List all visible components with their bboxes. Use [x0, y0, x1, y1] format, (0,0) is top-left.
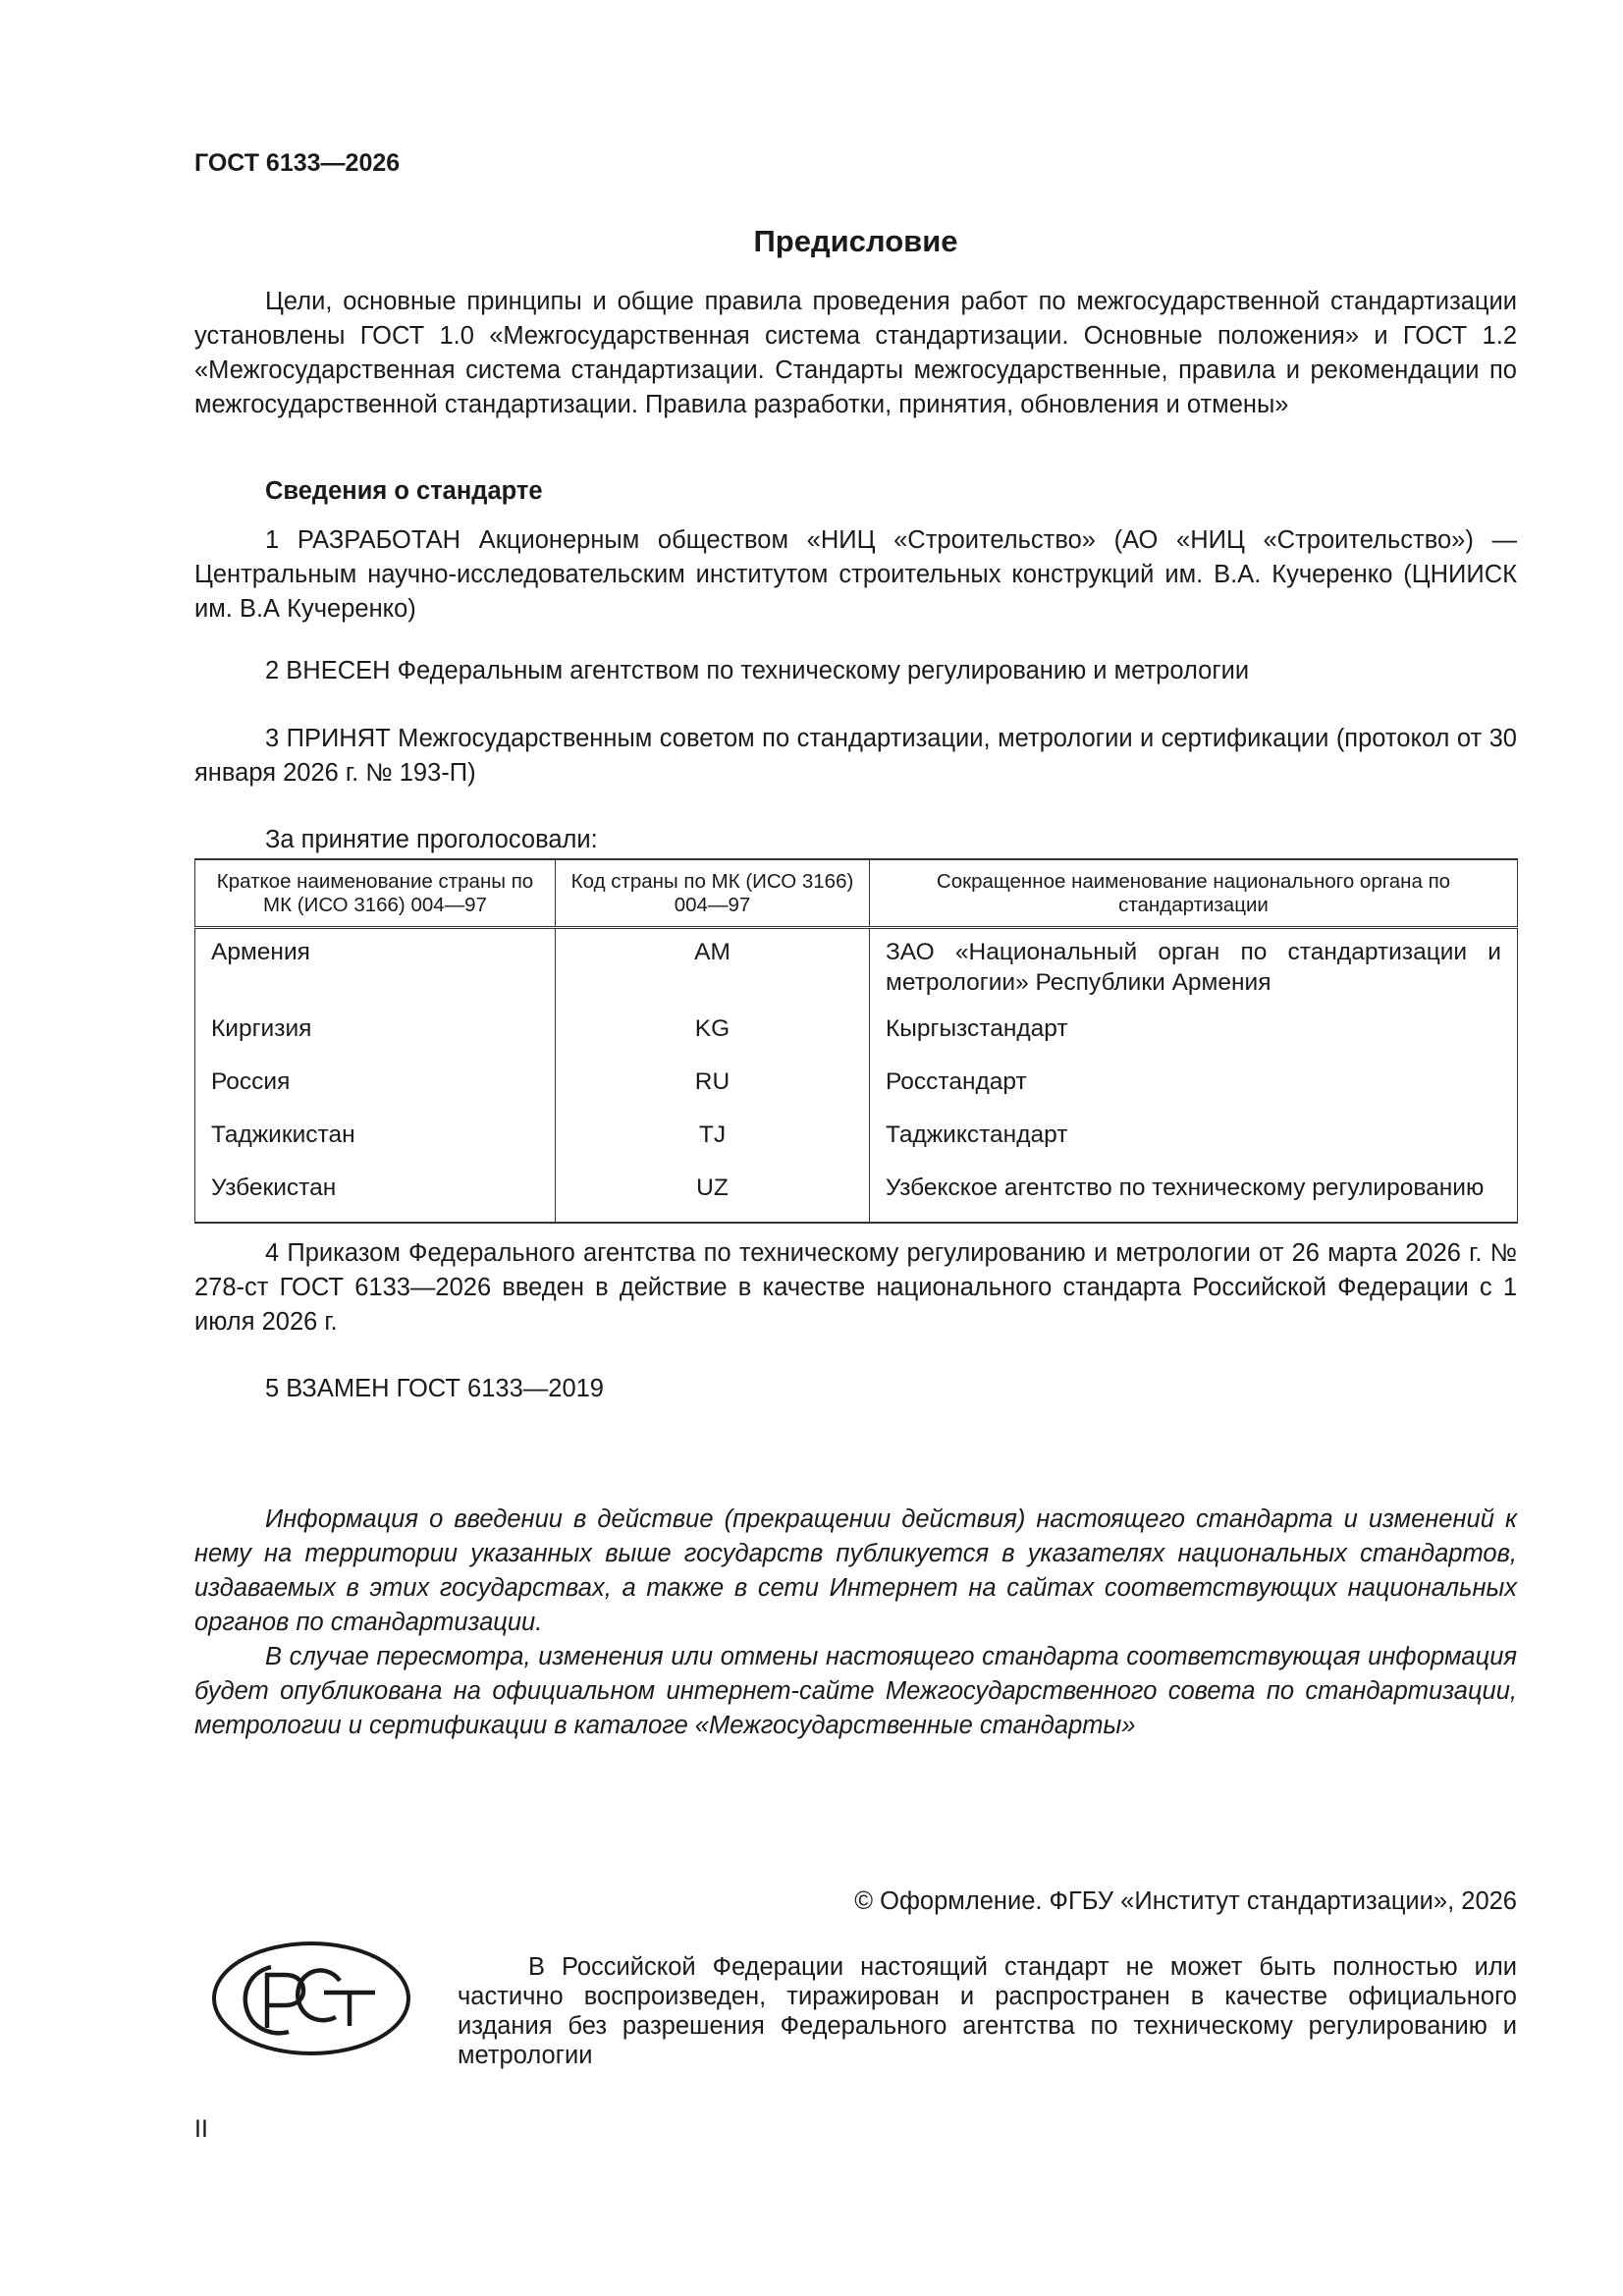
- item-1-text: 1 РАЗРАБОТАН Акционерным обществом «НИЦ «Строительство» (АО «НИЦ «Строительство») — Центральным научно-исследовательским институтом строительных конструкций им. В.А. Кучеренко (ЦНИИСК им. В.А Кучеренко): [194, 526, 1517, 623]
- table-row: [195, 1118, 1518, 1171]
- italic-notes: [194, 1503, 1517, 1743]
- cell-country: Киргизия: [195, 1011, 556, 1065]
- table-row: [195, 1011, 1518, 1065]
- voted-label: За принятие проголосовали:: [265, 826, 598, 853]
- table-row: [195, 1171, 1518, 1223]
- cell-code: AM: [556, 928, 870, 1012]
- item-5: [194, 1372, 1517, 1406]
- table-row: [195, 928, 1518, 1012]
- cell-org: Росстандарт: [870, 1065, 1518, 1118]
- header-org: Сокращенное наименование национального органа по стандартизации: [870, 859, 1518, 928]
- rst-logo: [210, 1940, 412, 2057]
- reproduction-notice: [458, 1952, 1517, 2070]
- cell-country: Россия: [195, 1065, 556, 1118]
- item-1: [194, 523, 1517, 627]
- cell-country: Таджикистан: [195, 1118, 556, 1171]
- page-title: Предисловие: [753, 224, 958, 258]
- voting-table: [194, 858, 1518, 1224]
- cell-country: Армения: [195, 928, 556, 1012]
- page-number: II: [194, 2115, 208, 2143]
- item-2-text: 2 ВНЕСЕН Федеральным агентством по техническому регулированию и метрологии: [265, 657, 1250, 684]
- cell-code: RU: [556, 1065, 870, 1118]
- intro-paragraph: [194, 285, 1517, 422]
- copyright-line: © Оформление. ФГБУ «Институт стандартизации», 2026: [854, 1887, 1517, 1915]
- cell-org: ЗАО «Национальный орган по стандартизации и метрологии» Республики Армения: [870, 928, 1518, 1012]
- cell-org: Узбекское агентство по техническому регулированию: [870, 1171, 1518, 1223]
- info-heading: Сведения о стандарте: [265, 477, 543, 505]
- rst-logo-icon: [210, 1940, 412, 2057]
- table-row: [195, 1065, 1518, 1118]
- header-code: Код страны по МК (ИСО 3166) 004—97: [556, 859, 870, 928]
- cell-code: KG: [556, 1011, 870, 1065]
- italic-note-1: Информация о введении в действие (прекращении действия) настоящего стандарта и изменений к нему на территории указанных выше государств публикуется в указателях национальных стандартов, издаваемых в этих государствах, а также в сети Интернет на сайтах соответствующих национальных органов по стандартизации.: [194, 1505, 1517, 1636]
- item-4: [194, 1236, 1517, 1339]
- document-header: ГОСТ 6133—2026: [194, 149, 401, 177]
- cell-code: TJ: [556, 1118, 870, 1171]
- notice-text: В Российской Федерации настоящий стандарт не может быть полностью или частично воспроизведен, тиражирован и распространен в качестве официального издания без разрешения Федерального агентства по техническому регулированию и метрологии: [458, 1953, 1517, 2069]
- item-5-text: 5 ВЗАМЕН ГОСТ 6133—2019: [265, 1375, 604, 1402]
- item-3-text: 3 ПРИНЯТ Межгосударственным советом по стандартизации, метрологии и сертификации (протокол от 30 января 2026 г. № 193-П): [194, 725, 1517, 787]
- voted-label-block: [194, 823, 1517, 857]
- info-heading-block: [194, 474, 1517, 509]
- italic-note-2: В случае пересмотра, изменения или отмены настоящего стандарта соответствующая информация будет опубликована на официальном интернет-сайте Межгосударственного совета по стандартизации, метрологии и сертификации в каталоге «Межгосударственные стандарты»: [194, 1643, 1517, 1739]
- cell-org: Таджикстандарт: [870, 1118, 1518, 1171]
- item-3: [194, 722, 1517, 791]
- voting-table-block: [194, 858, 1517, 1224]
- item-4-text: 4 Приказом Федерального агентства по техническому регулированию и метрологии от 26 марта 2026 г. № 278-ст ГОСТ 6133—2026 введен в действие в качестве национального стандарта Российской Федерации с 1 июля 2026 г.: [194, 1239, 1517, 1336]
- header-country: Краткое наименование страны по МК (ИСО 3166) 004—97: [195, 859, 556, 928]
- cell-code: UZ: [556, 1171, 870, 1223]
- intro-text: Цели, основные принципы и общие правила проведения работ по межгосударственной стандартизации установлены ГОСТ 1.0 «Межгосударственная система стандартизации. Основные положения» и ГОСТ 1.2 «Межгосударственная система стандартизации. Стандарты межгосударственные, правила и рекомендации по межгосударственной стандартизации. Правила разработки, принятия, обновления и отмены»: [194, 288, 1517, 418]
- table-header-row: [195, 859, 1518, 928]
- item-2: [194, 654, 1517, 688]
- cell-org: Кыргызстандарт: [870, 1011, 1518, 1065]
- cell-country: Узбекистан: [195, 1171, 556, 1223]
